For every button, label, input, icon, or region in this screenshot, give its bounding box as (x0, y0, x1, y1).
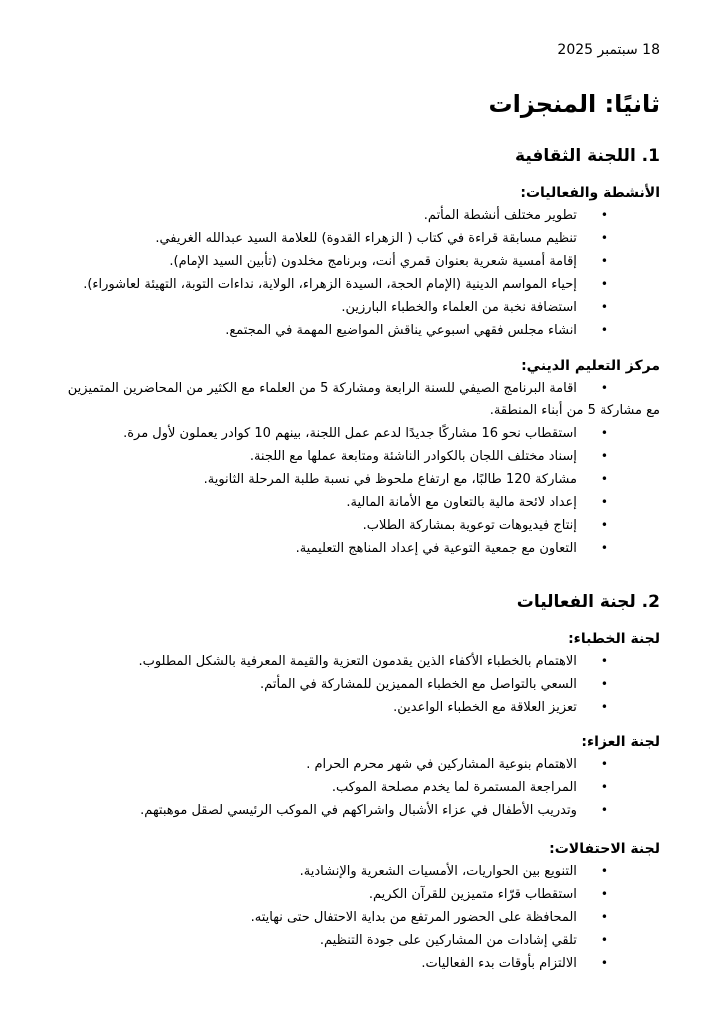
section-heading-events: 2. لجنة الفعاليات (516, 592, 660, 612)
bullet-item: • استقطاب نحو 16 مشاركًا جديدًا لدعم عمل اللجنة، بينهم 10 كوادر يعملون لأول مرة. (64, 422, 660, 445)
bullet-item: • المراجعة المستمرة لما يخدم مصلحة الموكب. (64, 776, 660, 799)
bullet-item: • وتدريب الأطفال في عزاء الأشبال واشراكهم في الموكب الرئيسي لصقل موهبتهم. (64, 799, 660, 822)
section-heading-cultural: 1. اللجنة الثقافية (515, 146, 660, 166)
bullet-item: • المحافظة على الحضور المرتفع من بداية الاحتفال حتى نهايته. (64, 906, 660, 929)
document-date: 18 سبتمبر 2025 (557, 42, 660, 58)
bullet-item: • التعاون مع جمعية التوعية في إعداد المناهج التعليمية. (64, 537, 660, 560)
page-title: ثانيًا: المنجزات (488, 90, 660, 118)
section-cultural-committee (64, 144, 660, 560)
subsection-heading-activities: الأنشطة والفعاليات: (520, 185, 660, 201)
bullet-list-religious-education (64, 377, 660, 560)
subsection-heading-religious-education: مركز التعليم الديني: (521, 358, 660, 374)
bullet-list-mourning (64, 753, 660, 822)
subsection-heading-speakers: لجنة الخطباء: (568, 631, 660, 647)
bullet-list-celebrations (64, 860, 660, 975)
bullet-item: • تلقي إشادات من المشاركين على جودة التنظيم. (64, 929, 660, 952)
bullet-item: • اقامة البرنامج الصيفي للسنة الرابعة ومشاركة 5 من العلماء مع الكثير من المحاضرين المتميزين مع مشاركة 5 من أبناء المنطقة. (64, 377, 660, 422)
subsection-heading-celebrations: لجنة الاحتفالات: (549, 841, 660, 857)
bullet-list-activities (64, 204, 660, 342)
bullet-item: • مشاركة 120 طالبًا، مع ارتفاع ملحوظ في نسبة طلبة المرحلة الثانوية. (64, 468, 660, 491)
bullet-item: • تطوير مختلف أنشطة المأتم. (64, 204, 660, 227)
bullet-item: • إسناد مختلف اللجان بالكوادر الناشئة ومتابعة عملها مع اللجنة. (64, 445, 660, 468)
bullet-item: • الالتزام بأوقات بدء الفعاليات. (64, 952, 660, 975)
bullet-item: • إقامة أمسية شعرية بعنوان قمري أنت، وبرنامج مخلدون (تأبين السيد الإمام). (64, 250, 660, 273)
bullet-item: • إنتاج فيديوهات توعوية بمشاركة الطلاب. (64, 514, 660, 537)
bullet-item: • استقطاب قرّاء متميزين للقرآن الكريم. (64, 883, 660, 906)
bullet-item: • تنظيم مسابقة قراءة في كتاب ( الزهراء القدوة) للعلامة السيد عبدالله الغريفي. (64, 227, 660, 250)
bullet-item: • الاهتمام بالخطباء الأكفاء الذين يقدمون التعزية والقيمة المعرفية بالشكل المطلوب. (64, 650, 660, 673)
subsection-heading-mourning: لجنة العزاء: (581, 734, 660, 750)
section-events-committee (64, 590, 660, 975)
bullet-item: • الاهتمام بنوعية المشاركين في شهر محرم الحرام . (64, 753, 660, 776)
bullet-item: • السعي بالتواصل مع الخطباء المميزين للمشاركة في المأتم. (64, 673, 660, 696)
bullet-item: • التنويع بين الحواريات، الأمسيات الشعرية والإنشادية. (64, 860, 660, 883)
bullet-item: • تعزيز العلاقة مع الخطباء الواعدين. (64, 696, 660, 719)
bullet-item: • انشاء مجلس فقهي اسبوعي يناقش المواضيع المهمة في المجتمع. (64, 319, 660, 342)
bullet-list-speakers (64, 650, 660, 719)
bullet-item: • استضافة نخبة من العلماء والخطباء البارزين. (64, 296, 660, 319)
bullet-item: • إعداد لائحة مالية بالتعاون مع الأمانة المالية. (64, 491, 660, 514)
bullet-item: • إحياء المواسم الدينية (الإمام الحجة، السيدة الزهراء، الولاية، نداءات التوبة، التهيئة لعاشوراء). (64, 273, 660, 296)
